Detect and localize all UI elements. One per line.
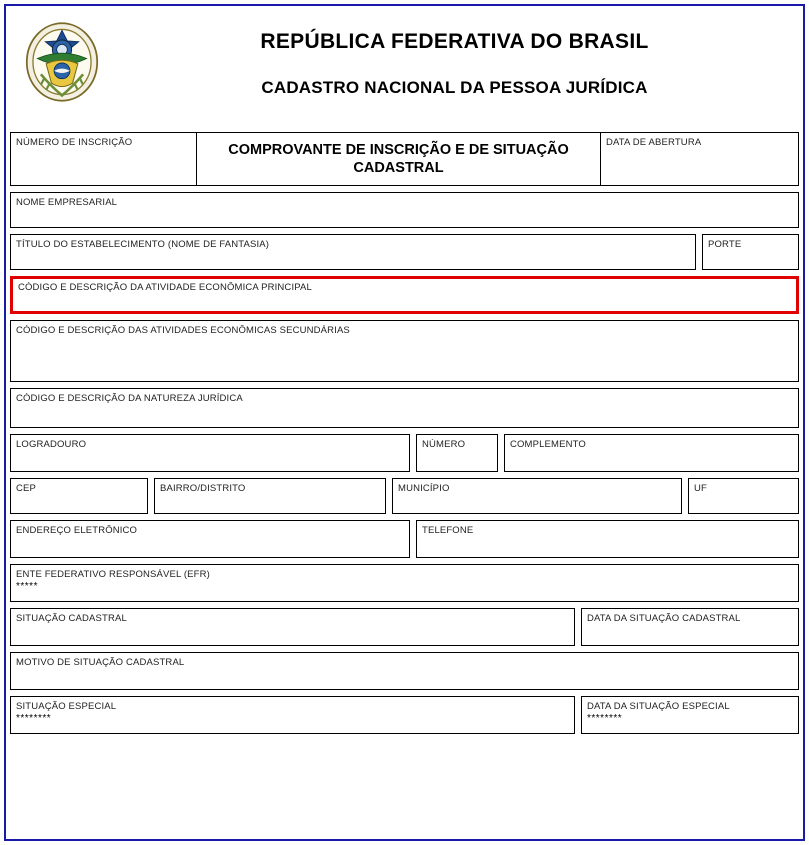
- field-data-situacao-cadastral-label: DATA DA SITUAÇÃO CADASTRAL: [587, 613, 741, 624]
- field-uf: [688, 478, 799, 514]
- field-data-situacao-especial: [581, 696, 799, 734]
- field-titulo-estabelecimento-label: TÍTULO DO ESTABELECIMENTO (NOME DE FANTASIA): [16, 239, 270, 250]
- field-data-situacao-especial-label: DATA DA SITUAÇÃO ESPECIAL: [587, 701, 730, 712]
- field-numero: [416, 434, 498, 472]
- field-numero-inscricao-label: NÚMERO DE INSCRIÇÃO: [16, 137, 133, 148]
- field-atividades-secundarias-label: CÓDIGO E DESCRIÇÃO DAS ATIVIDADES ECONÔMICAS SECUNDÁRIAS: [16, 325, 350, 336]
- field-data-abertura: [600, 132, 799, 186]
- field-data-abertura-label: DATA DE ABERTURA: [606, 137, 702, 148]
- field-situacao-cadastral: [10, 608, 575, 646]
- field-titulo-estabelecimento: [10, 234, 696, 270]
- row-atividades-secundarias: [10, 320, 799, 382]
- document-header: [10, 10, 799, 118]
- field-bairro-distrito-label: BAIRRO/DISTRITO: [160, 483, 246, 494]
- document-body: [10, 10, 799, 839]
- row-ente-federativo: [10, 564, 799, 602]
- field-logradouro-label: LOGRADOURO: [16, 439, 87, 450]
- field-situacao-especial: [10, 696, 575, 734]
- header-titles: [110, 10, 799, 98]
- row-endereco-1: [10, 434, 799, 472]
- row-natureza-juridica: [10, 388, 799, 428]
- field-porte-label: PORTE: [708, 239, 742, 250]
- field-endereco-eletronico: [10, 520, 410, 558]
- row-endereco-2: [10, 478, 799, 514]
- field-numero-inscricao: [10, 132, 197, 186]
- field-porte: [702, 234, 799, 270]
- row-nome-empresarial: [10, 192, 799, 228]
- field-situacao-cadastral-label: SITUAÇÃO CADASTRAL: [16, 613, 127, 624]
- field-ente-federativo-label: ENTE FEDERATIVO RESPONSÁVEL (EFR): [16, 569, 210, 580]
- field-atividade-principal-label: CÓDIGO E DESCRIÇÃO DA ATIVIDADE ECONÔMICA PRINCIPAL: [18, 282, 312, 293]
- field-telefone: [416, 520, 799, 558]
- field-telefone-label: TELEFONE: [422, 525, 474, 536]
- field-municipio-label: MUNICÍPIO: [398, 483, 450, 494]
- field-atividade-principal[interactable]: [10, 276, 799, 314]
- field-logradouro: [10, 434, 410, 472]
- field-atividades-secundarias: [10, 320, 799, 382]
- field-endereco-eletronico-label: ENDEREÇO ELETRÔNICO: [16, 525, 138, 536]
- field-municipio: [392, 478, 682, 514]
- field-situacao-especial-value: ********: [16, 713, 52, 724]
- field-situacao-especial-label: SITUAÇÃO ESPECIAL: [16, 701, 117, 712]
- row-motivo-situacao: [10, 652, 799, 690]
- field-natureza-juridica-label: CÓDIGO E DESCRIÇÃO DA NATUREZA JURÍDICA: [16, 393, 243, 404]
- field-motivo-situacao-cadastral: [10, 652, 799, 690]
- field-cep-label: CEP: [16, 483, 36, 494]
- field-ente-federativo: [10, 564, 799, 602]
- row-inscricao: [10, 132, 799, 186]
- row-titulo-porte: [10, 234, 799, 270]
- header-line-1: REPÚBLICA FEDERATIVA DO BRASIL: [260, 30, 649, 53]
- field-complemento: [504, 434, 799, 472]
- field-motivo-situacao-cadastral-label: MOTIVO DE SITUAÇÃO CADASTRAL: [16, 657, 185, 668]
- field-uf-label: UF: [694, 483, 707, 494]
- field-complemento-label: COMPLEMENTO: [510, 439, 586, 450]
- row-situacao-cadastral: [10, 608, 799, 646]
- comprovante-title-text: COMPROVANTE DE INSCRIÇÃO E DE SITUAÇÃO CADASTRAL: [228, 142, 569, 176]
- header-line-2: CADASTRO NACIONAL DA PESSOA JURÍDICA: [261, 78, 648, 97]
- field-bairro-distrito: [154, 478, 386, 514]
- field-numero-label: NÚMERO: [422, 439, 466, 450]
- field-ente-federativo-value: *****: [16, 581, 38, 592]
- brasao-republica-icon: [18, 18, 106, 106]
- field-cep: [10, 478, 148, 514]
- field-nome-empresarial-label: NOME EMPRESARIAL: [16, 197, 118, 208]
- field-data-situacao-especial-value: ********: [587, 713, 623, 724]
- field-nome-empresarial: [10, 192, 799, 228]
- field-data-situacao-cadastral: [581, 608, 799, 646]
- field-natureza-juridica: [10, 388, 799, 428]
- field-comprovante-title: [196, 132, 601, 186]
- row-situacao-especial: [10, 696, 799, 734]
- row-atividade-principal: [10, 276, 799, 314]
- row-contato: [10, 520, 799, 558]
